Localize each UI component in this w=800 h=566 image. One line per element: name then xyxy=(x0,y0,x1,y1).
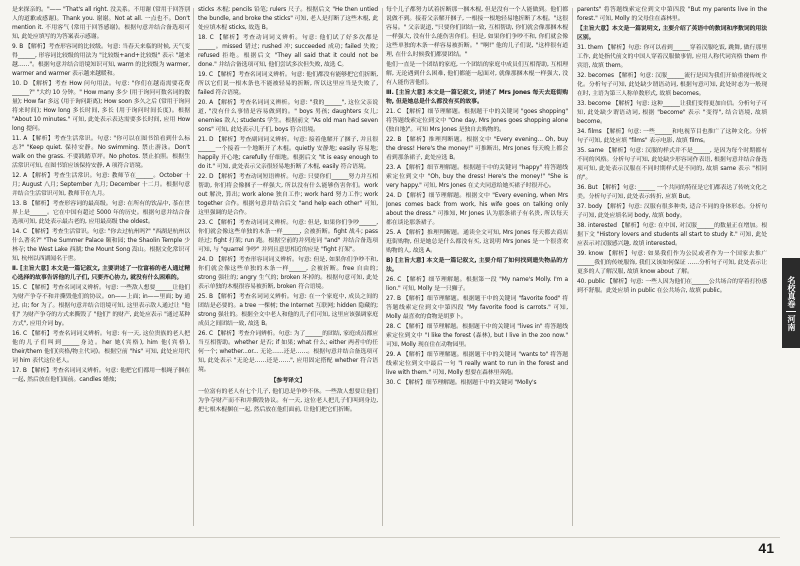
answer-paragraph: sticks 木棍; pencils 铅笔; rulers 尺子。根据后文 "He then untied the bundle, and broke the sticks" 可知, 老人是打断了这些木棍, 此处应填木棍 sticks, 故选 B。 xyxy=(198,7,378,31)
answer-paragraph: 15. C 【解析】考查名词词义辨析。句意: 一些敌人想要______让他们为财产争夺不和并撕毁他们的协议。on——上面; in——里面; by 通过, 由; for 为了。根据句意并结合语境可知, 这里表示敌人通过让 "他们" 为财产争夺的方式来撕毁了 "他们" 的财产, 此处应表示 "通过某种方式", 应用介词 by。 xyxy=(12,285,190,327)
column-1 xyxy=(12,6,190,528)
answer-paragraph: 28. C 【解析】细节理解题。根据题干中的关键词 "lives in" 将答题线索定位到文中 "I like the forest (森林), but I live in the zoo now." 可知, Molly 现在住在动物园里。 xyxy=(386,324,568,348)
answer-paragraph: 26. C 【解析】细节理解题。根据第一段 "My name's Molly. I'm a lion." 可知, Molly 是一只狮子。 xyxy=(386,277,568,292)
answer-paragraph: 24. D 【解析】考查形容词词义辨析。句意: 但是, 如果你们争吵不和, 你们就会像这些单独的木条一样______, 会被折断。free 自由的; strong 强壮的; angry 生气的; broken 坏掉的。根据句意可知, 此处表示单独的木棍很容易被折断, broken 符合语境。 xyxy=(198,257,378,290)
answer-paragraph: 13. B 【解析】考查形容词的最高级。句意: 在所有的饮品中, 茶在世界上是______。它在中国有超过 5000 年的历史。根据句意并结合备选项可知, 此处表示最古老的, 应用最高级 the oldest。 xyxy=(12,201,190,225)
answer-paragraph: 25. B 【解析】考查名词词义辨析。句意: 在一个家庭中, 成员之间的团结是必要的。a tree 一棵树; the Internet 互联网; hidden 隐藏的; strong 强壮的。根据全文中老人和他的儿子们可知, 这里应该强调家庭成员之间团结一致, 故选 B。 xyxy=(198,294,378,327)
answer-paragraph: 25. A 【解析】推理判断题。通读全文可知, Mrs Jones 每天都去商店逛街购物, 但是她总是什么都没有买, 这说明 Mrs Jones 是一个很喜欢购物的人, 故选 A。 xyxy=(386,230,568,254)
answer-paragraph: 19. C 【解析】考查名词词义辨析。句意: 他们都没有能够把它们折断, 所以它们说一根木条也不能被轻易的折断, 所以这里应当是失败了, failed 符合语境。 xyxy=(198,72,378,96)
page-number: 41 xyxy=(758,540,774,556)
answer-paragraph: 一位富有的老人有七个儿子, 他们总是争吵不休。一些敌人想要让他们为争夺财产而不和并撕毁协议。有一天, 这位老人把儿子们叫到身边, 把七根木棍捆在一起, 然后放在他们面前, 让他们把它们折断。 xyxy=(198,389,378,413)
answer-paragraph: 32. becomes 【解析】句意: 汉服______流行是因为我们开始重视传统文化。分析句子可知, 此处缺少谓语动词, 根据句意可知, 此处时态为一般现在时, 主语为第三人称单数形式, 故填 becomes。 xyxy=(577,73,767,97)
answer-paragraph: 14. C 【解析】考查生活常识。句意: "你去过杭州吗?" "西湖是杭州以什么著名?" "The Summer Palace 颐和园; the Shaolin Temple 少林寺; the West Lake 西湖; the Mount Song 嵩山。根据文化常识可知, 杭州以西湖闻名于世。 xyxy=(12,229,190,262)
answer-paragraph: 40. public 【解析】句意: 一些人因为他们在______公共场合的穿着打扮感到不舒服。此处应填 in public 在公共场合, 故填 public。 xyxy=(577,279,767,294)
side-tab xyxy=(782,258,800,348)
answer-paragraph: 30. C 【解析】细节理解题。根据题干中的关键词 "Molly's xyxy=(386,380,537,386)
answer-paragraph: 11. A 【解析】考查生活常识。句意: "你可以在图书馆看到什么标志?" "Keep quiet. 保持安静。No swimming. 禁止游泳。Don't walk on the grass. 不要践踏草坪。No photos. 禁止拍照。根据生活常识可知, 在图书馆应该保持安静, A 项符合语境。 xyxy=(12,136,190,169)
answer-paragraph: Ⅲ. [主旨大意] 本文是一篇记叙文, 讲述了 Mrs Jones 每天去逛街购物, 但是她总是什么都没有买的故事。 xyxy=(386,90,568,105)
answer-paragraph: 17. B 【解析】考查名词词义辨析。句意: 他把它们都用一根绳子捆在一起, 然后放在他们面前。candles 蜡烛; xyxy=(12,368,190,383)
answer-paragraph: 21. D 【解析】考查副词词义辨析。句意: 接着他解开了捆子, 并且很______一个接着一个地断开了木棍。quietly 安静地; easily 容易地; happily 开心地; carefully 仔细地。根据后文 "It is easy enough to do it." 可知, 此处表示父亲很轻易地折断了木棍, easily 符合语境。 xyxy=(198,137,378,170)
answer-paragraph: 26. C 【解析】考查介词辨析。句意: 为了______的团结, 家庭成员都应当互相帮助。whether 是否; if 如果; what 什么; either 两者中的任何一个; whether...or... 无论……还是……。根据句意并结合备选项可知, 此处表示 "无论是……还是……", 应用固定搭配 whether 符合语境。 xyxy=(198,331,378,373)
answer-paragraph: 36. But 【解析】句意: ______ 一个共同的特征是它们都表达了传统文化之美。分析句子可知, 此处表示转折, 应填 But。 xyxy=(577,185,767,200)
answer-paragraph: 9. B 【解析】考查形容词的比较级。句意: 当春天来临的时候, 天气变得______, 形容词比较级的用法为 "比较级+and+比较级" 表示 "越来越……"。根据句意并结合语境知识可知, warm 的比较级为 warmer, warmer and warmer 表示越来越暖和。 xyxy=(12,44,190,77)
answer-paragraph: 33. become 【解析】句意: 这种______让我们变得更加自信。分析句子可知, 此处缺少谓语动词, 根据 "become" 表示 "变得", 结合语境, 故填 become。 xyxy=(577,101,767,125)
side-tab-top: 名校真卷 xyxy=(787,275,796,308)
answer-paragraph: parents" 将答题线索定位到文中第四段 "But my parents live in the forest." 可知, Molly 的父母住在森林里。 xyxy=(577,7,767,22)
side-tab-bottom: 河南 xyxy=(787,314,796,331)
answer-paragraph: 18. C 【解析】考查动词词义辨析。句意: 他们试了好多次都是______。missed 错过; rushed 冲; succeeded 成功; failed 失败; refused 拒绝。根据后文 "They all said that it could not be done." 并结合备选项可知, 他们尝试多次但失败, 故选 C。 xyxy=(198,35,378,68)
answer-paragraph: 35. same 【解析】句意: 汉服的样式并不是______, 是因为每个时期都有不同的风格。分析句子可知, 此处缺少形容词作表语, 根据句意并结合备选项可知, 此处表示汉服在不同时期样式是不同的, 故填 same 表示 "相同的"。 xyxy=(577,148,767,181)
answer-paragraph: 31. them 【解析】句意: 你可以看到______穿着汉服吃饭, 跳舞, 做行那里工作, 此处指代前文的中国人穿着汉服做事情, 应用人称代词宾格 them 作宾语, 故填 them。 xyxy=(577,45,767,69)
answer-paragraph: 39. know 【解析】句意: 如果我们作为公民或者作为一个国家去推广______我们的传统服饰, 我们又该如何保证 ……分析句子可知, 此处表示让更多的人了解汉服, 故填 know about 了解。 xyxy=(577,251,767,275)
answer-paragraph: 27. B 【解析】细节理解题。根据题干中的关键词 "favorite food" 将答题线索定位到文中第四段 "My favorite food is carrots." 可知, Molly 最喜欢的食物是胡萝卜。 xyxy=(386,296,568,320)
answer-paragraph: 12. A 【解析】考查生活常识。句意: 教师节在______。October 十月; August 八月; September 九月; December 十二月。根据句意并结合生活常识可知, 教师节在九月。 xyxy=(12,173,190,197)
column-4 xyxy=(577,6,767,528)
answer-paragraph: 38. interested 【解析】句意: 在中国, 对汉服______的数量正在增加。根据下文 "History lovers and students all start to study it." 可知, 此处应表示对汉服感兴趣, 故填 interested。 xyxy=(577,223,767,247)
answer-paragraph: 他们一直是一个团结的家庭, 一个团结的家庭中成员们互相帮助, 互相理解, 无论遇到什么困难, 他们都能一起面对, 就像那捆木棍一样强大, 没有人能伤害他们。 xyxy=(386,62,568,86)
answer-paragraph: 22. D 【解析】考查动词短语辨析。句意: 只要你们______努力并互相帮助, 你们将会像捆子一样强大, 所以没有什么能够伤害你们。work out 解决, 算出; work alone 独自工作; work hard 努力工作; work together 合作。根据句意并结合后文 "and help each other" 可知, 这里强调的是合作。 xyxy=(198,174,378,216)
column-3 xyxy=(386,6,568,528)
answer-paragraph: 34. films 【解析】句意: 一些______和电视节目也推广了这种文化。分析句子可知, 此处应填 "films" 表示电影, 故填 films。 xyxy=(577,129,767,144)
answer-paragraph: 29. A 【解析】细节理解题。根据题干中的关键词 "wants to" 将答题线索定位到文中最后一句 "I really want to run in the forest and live with them." 可知, Molly 想要在森林里奔跑。 xyxy=(386,352,568,376)
answer-paragraph: 是来探亲的。"—— "That's all right. 没关系。不用谢 (常用于回答别人的道歉或感谢)。Thank you. 谢谢。Not at all. 一点也不。Don't mention it. 不用客气 (常用于回答感谢)。根据句意并结合备选项可知, 此处应填写的为答案表示感谢。 xyxy=(12,7,190,40)
side-tab-separator xyxy=(786,311,796,312)
answer-paragraph: 20. A 【解析】考查名词词义辨析。句意: "我的______", 这位父亲说道, "没有什么事情是容易做到的。" boys 男孩; daughters 女儿; enemies 敌人; students 学生。根据前文 "As old man had seven sons" 可知, 此处表示儿子们, boys 符合语境。 xyxy=(198,100,378,133)
answer-paragraph: B) [主旨大意] 本文是一篇记叙文, 主要介绍了如何找到遗失物品的方法。 xyxy=(386,258,568,273)
column-divider xyxy=(382,8,383,526)
answer-paragraph: 37. body 【解析】句意: 汉服有很多种类, 适合不同的身体形态。分析句子可知, 此处应填名词 body, 故填 body。 xyxy=(577,204,767,219)
column-2 xyxy=(198,6,378,528)
answer-paragraph: 【参考译文】 xyxy=(270,378,306,384)
answer-paragraph: 每个儿子都努力试着折断那一捆木棍, 但是没有一个人能做到。他们都说做不到。接着父亲解开捆子, 一根接一根地轻易地折断了木棍。"这很容易。" 父亲说道, "只要你们团结一致, 互相帮助, 你们就会像那捆木棍一样强大, 没有什么能伤害你们。但是, 如果你们争吵不和, 你们就会像这些单独的木条一样容易被折断。" "啊!" 他的儿子们说, "这样很有道理, 在什么时候我们都要团结。" xyxy=(386,7,568,58)
answer-paragraph: 24. D 【解析】细节理解题。根据文中 "Every evening, when Mrs Jones comes back from work, his wife goes on talking only about the dress." 可推知, Mr Jones 认为那条裙子有名贵, 所以每天都在谈论那条裙子。 xyxy=(386,193,568,226)
answer-paragraph: 23. A 【解析】细节理解题。根据题干中的关键词 "happy" 将答题线索定位到文中 "Oh, buy the dress! Here's the money!" "She is very happy." 可知, Mrs Jones 在丈夫同意给她买裙子时很开心。 xyxy=(386,165,568,189)
answer-paragraph: 【主旨大意】本文是一篇说明文, 主要介绍了英语中的数词和序数词的用法区别。 xyxy=(577,26,767,41)
answer-paragraph: 16. C 【解析】考查名词词义辨析。句意: 有一天, 这位贵族的老人把他的儿子们叫到______身边。her 她(宾格), him 他(宾格), their/them 他们(宾格/物主代词)。根据空前 "his" 可知, 此处应用代词 him 表代这位老人。 xyxy=(12,331,190,364)
footer-rule xyxy=(10,537,780,538)
answer-paragraph: 22. B 【解析】推理判断题。根据文中 "Every evening... Oh, buy the dress! Here's the money!" 可推断出, Mrs Jones 每天晚上都会看到那条裙子, 此处应选 B。 xyxy=(386,137,568,161)
column-divider xyxy=(572,8,573,526)
column-divider xyxy=(193,8,194,526)
answer-paragraph: Ⅱ. [主旨大意] 本文是一篇记叙文, 主要讲述了一位富裕的老人通过精心选择的故事告诉他的儿子们, 只要齐心协力, 就没有什么困难的。 xyxy=(12,266,190,281)
answer-paragraph: 10. D 【解析】考查 How 问句用法。句意: "你们在越南需要花费______?" "大约 10 分钟。" How many 多少 (用于询问可数名词的数量); How far 多远 (用于询问距离); How soon 多久之后 (常用于询问将来时间); How long 多长时间, 多长 (用于询问时间长度)。根据 "About 10 minutes." 可知, 此处表示表达需要多长时间, 应用 How long 提问。 xyxy=(12,81,190,132)
answer-paragraph: 21. C 【解析】细节理解题。根据题干中的关键词 "goes shopping" 将答题线索定位到文中 "One day, Mrs Jones goes shopping alone (独自地)"。可知 Mrs Jones 是独自去购物的。 xyxy=(386,109,568,133)
answer-paragraph: 23. C 【解析】考查动词词义辨析。句意: 但是, 如果你们争吵______, 你们就会像这些单独的木条一样______, 会被折断。fight 战斗; pass 经过; fight 打架; run 跑。根据空前的并列连词 "and" 并结合备选项可知, 与 "quarrel 争吵" 并列且意思相近的应是 "fight 打架"。 xyxy=(198,220,378,253)
